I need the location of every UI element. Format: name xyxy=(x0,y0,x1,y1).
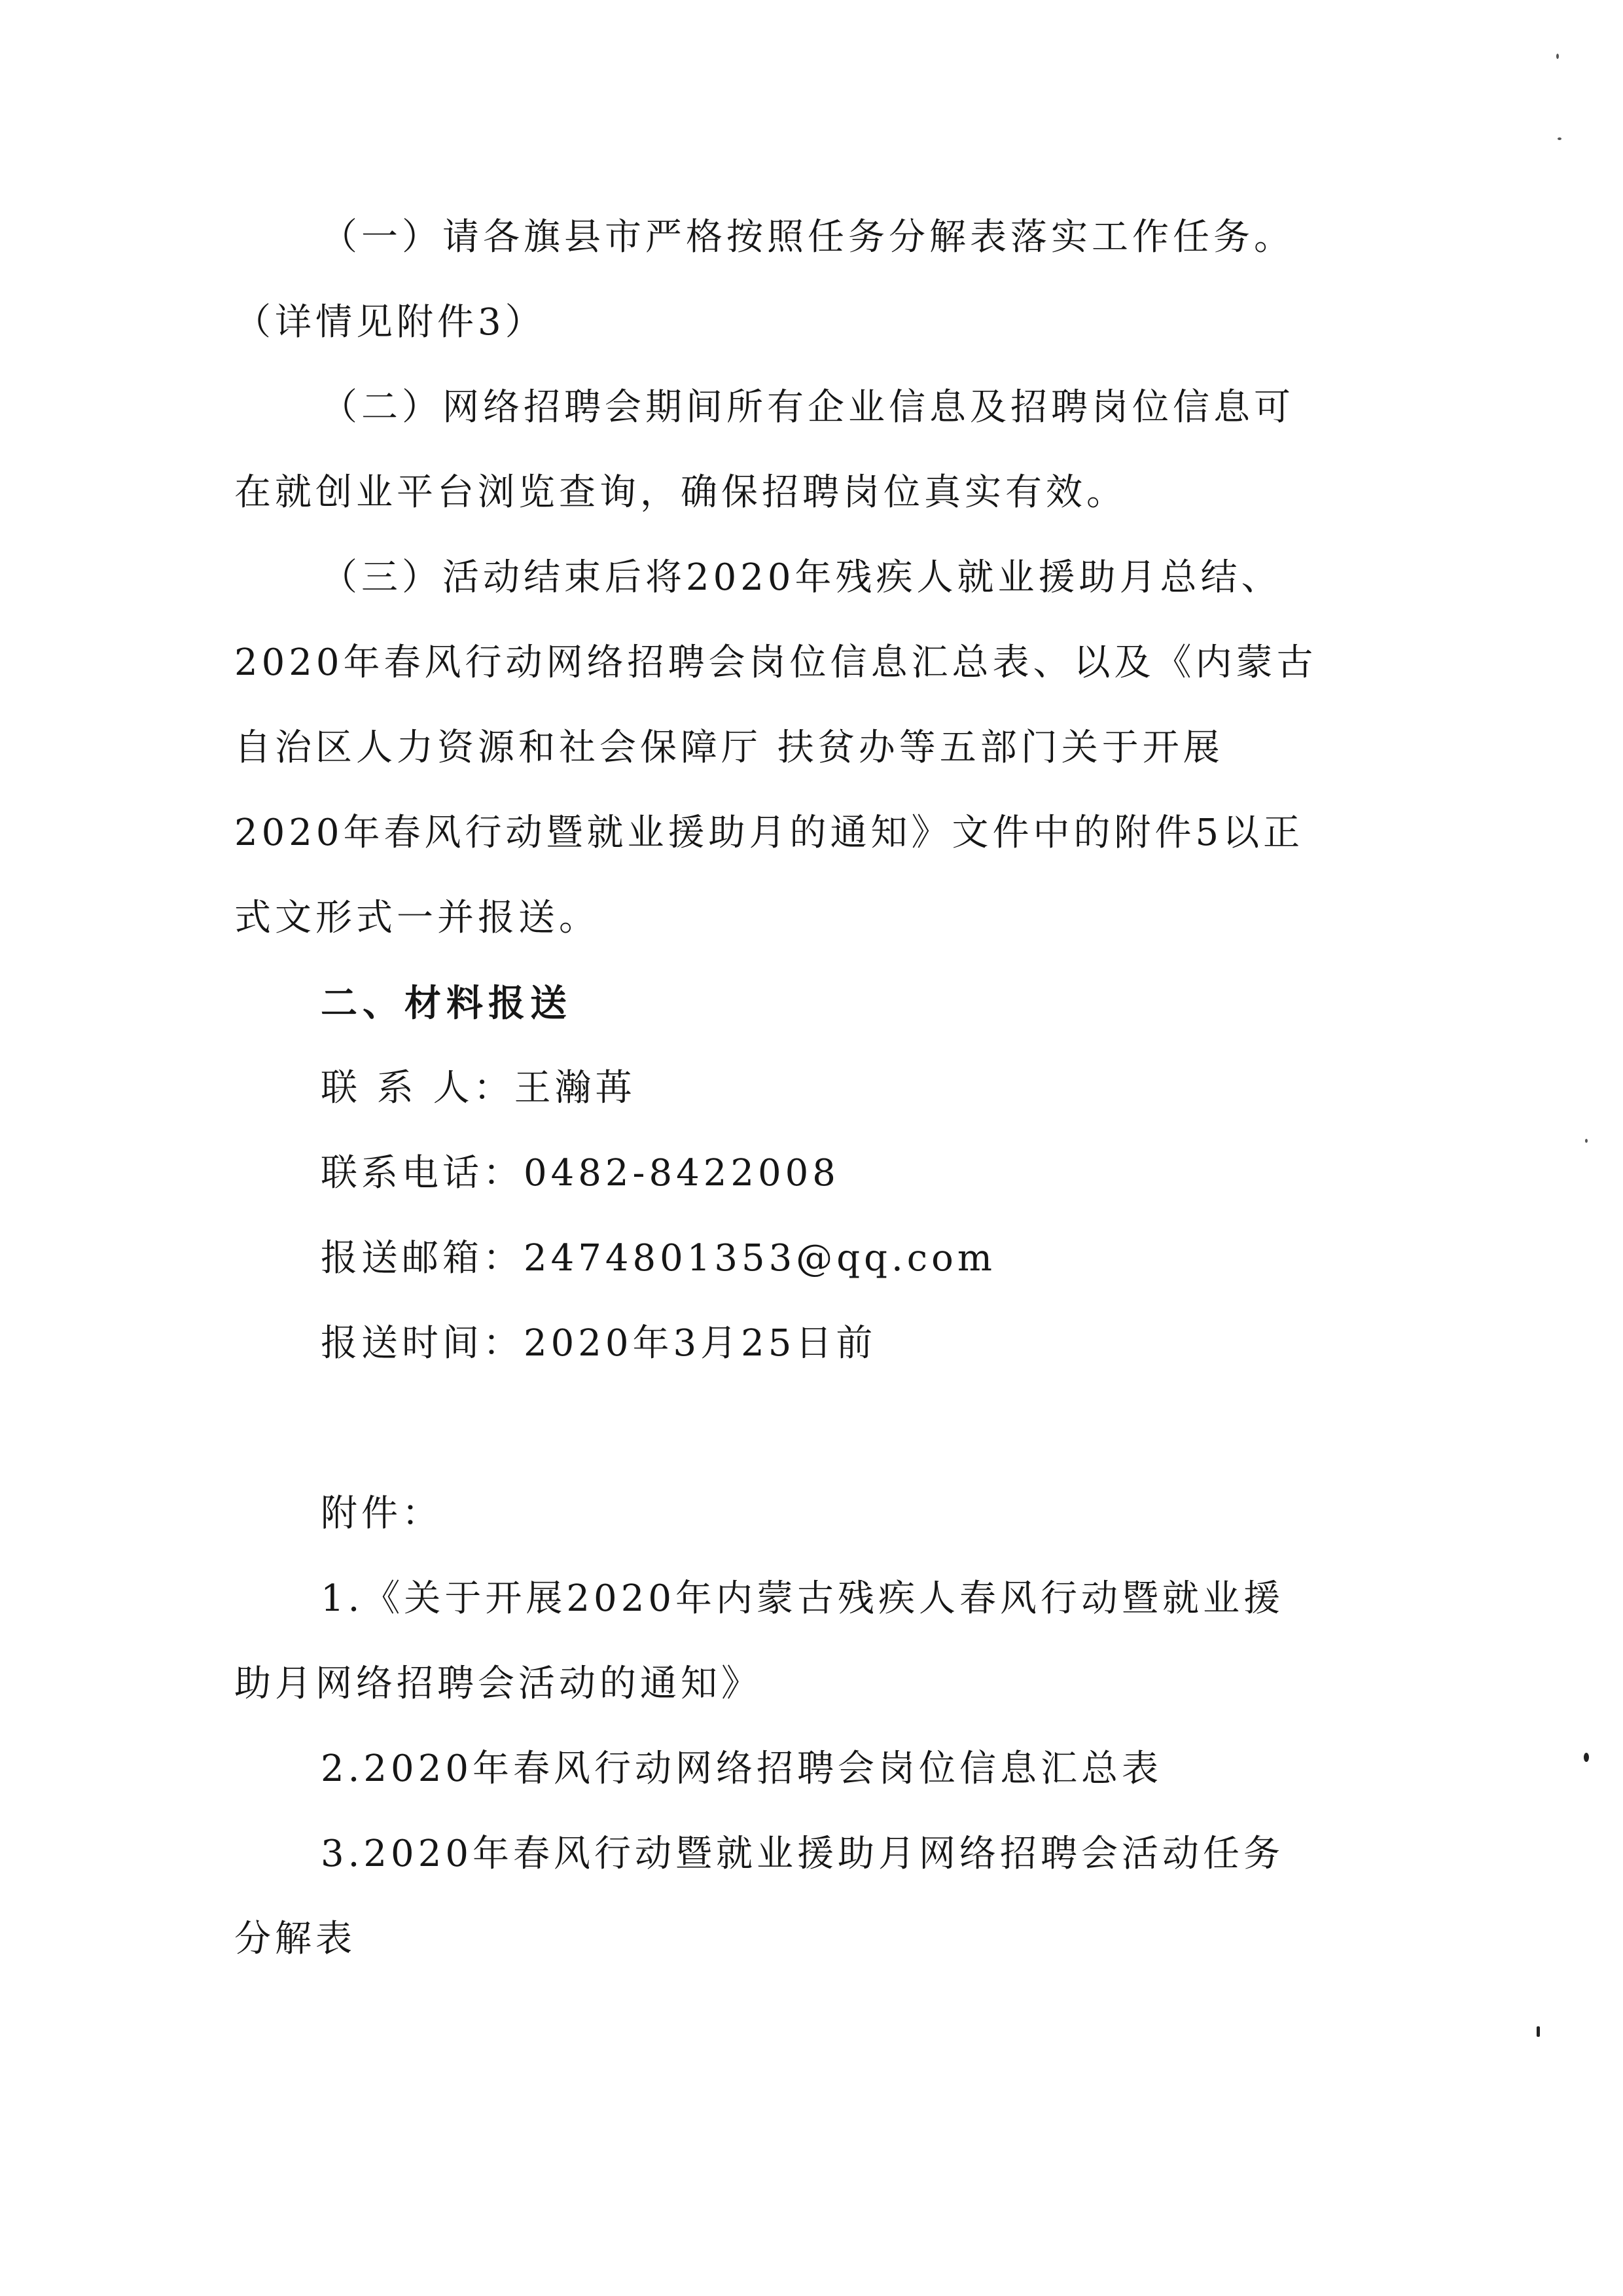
item1-line2: （详情见附件3） xyxy=(234,301,546,344)
attachment-1-line2: 助月网络招聘会活动的通知》 xyxy=(234,1662,762,1705)
section-heading-materials: 二、材料报送 xyxy=(321,982,572,1025)
attachment-3-line1: 3.2020年春风行动暨就业援助月网络招聘会活动任务 xyxy=(321,1833,1284,1875)
attachments-label: 附件： xyxy=(321,1492,442,1535)
scan-speck xyxy=(1556,54,1559,59)
contact-phone: 联系电话：0482-8422008 xyxy=(321,1152,840,1194)
attachment-2: 2.2020年春风行动网络招聘会岗位信息汇总表 xyxy=(321,1748,1162,1790)
item1-line1: （一）请各旗县市严格按照任务分解表落实工作任务。 xyxy=(321,216,1294,259)
attachment-1-line1: 1.《关于开展2020年内蒙古残疾人春风行动暨就业援 xyxy=(321,1577,1284,1620)
item3-line5: 式文形式一并报送。 xyxy=(234,897,599,939)
submission-deadline: 报送时间：2020年3月25日前 xyxy=(321,1322,877,1365)
scan-speck xyxy=(1537,2026,1540,2037)
item3-line2: 2020年春风行动网络招聘会岗位信息汇总表、以及《内蒙古 xyxy=(234,641,1317,684)
scan-speck xyxy=(1558,137,1561,140)
item3-line1: （三）活动结束后将2020年残疾人就业援助月总结、 xyxy=(321,556,1282,599)
item3-line4: 2020年春风行动暨就业援助月的通知》文件中的附件5以正 xyxy=(234,812,1304,854)
scan-speck xyxy=(1585,1139,1588,1143)
item3-line3: 自治区人力资源和社会保障厅 扶贫办等五部门关于开展 xyxy=(234,726,1224,769)
attachment-3-line2: 分解表 xyxy=(234,1918,356,1960)
scan-speck xyxy=(1584,1753,1589,1762)
item2-line2: 在就创业平台浏览查询，确保招聘岗位真实有效。 xyxy=(234,471,1127,514)
item2-line1: （二）网络招聘会期间所有企业信息及招聘岗位信息可 xyxy=(321,386,1294,429)
submission-email: 报送邮箱：2474801353@qq.com xyxy=(321,1237,996,1280)
contact-person: 联 系 人：王瀚苒 xyxy=(321,1067,636,1109)
